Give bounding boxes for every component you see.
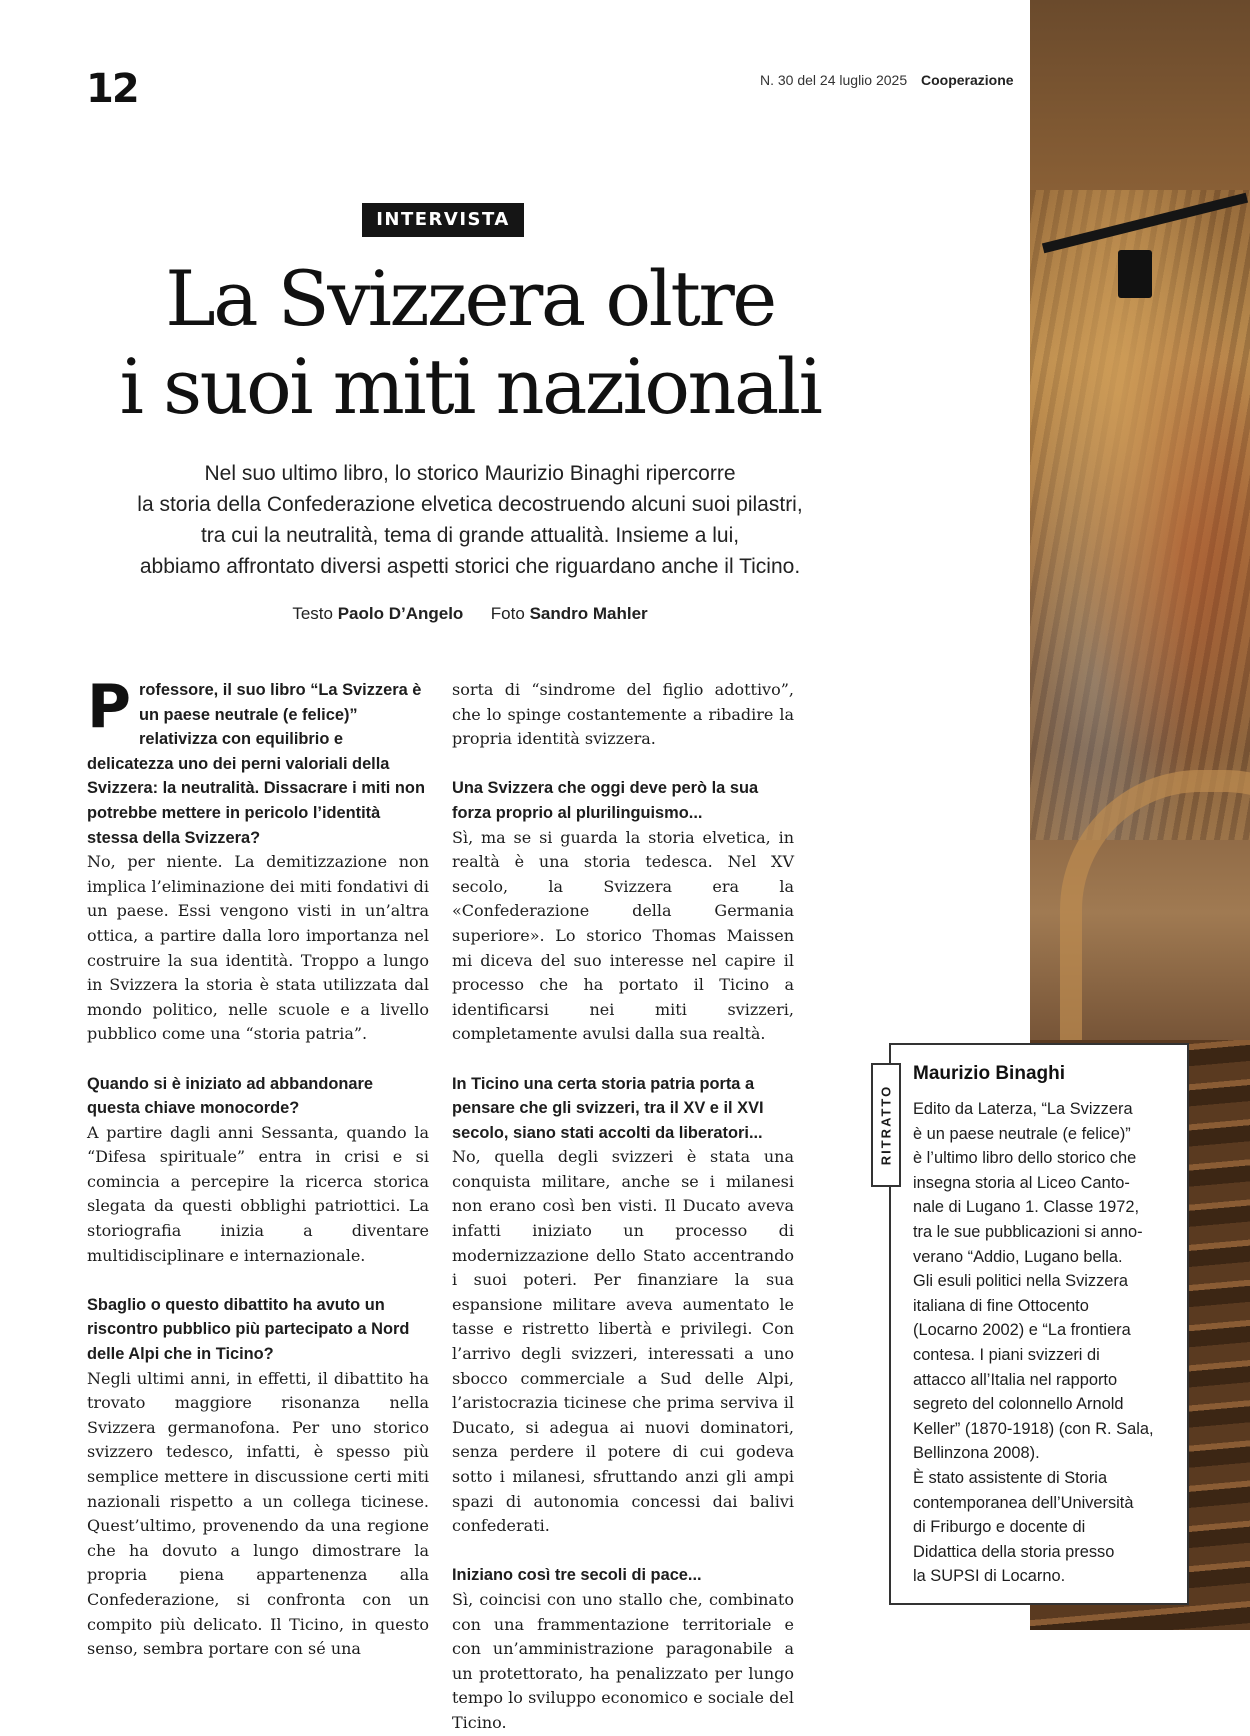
lead-line-3: tra cui la neutralità, tema di grande attualità. Insieme a lui, bbox=[200, 524, 740, 547]
answer-5: No, quella degli svizzeri è stata una conquista militare, anche se i milanesi non erano così ben visti. Il Ducato aveva infatti iniziato un processo di modernizzazione dello Stato accentrando i suoi poteri. Per finanziare la sua espansione militare aveva aumentato le tasse e ristretto libertà e privilegi. Con l’arrivo degli svizzeri, interessati a uno sbocco commerciale a Sud delle Alpi, l’aristocrazia ticinese che prima serviva il Ducato, si adegua ai nuovi dominatori, senza perdere il potere di cui godeva sotto i milanesi, sfruttando anzi gli ampi spazi di autonomia concessi dai balivi confederati. bbox=[452, 1147, 794, 1536]
masthead: Cooperazione bbox=[921, 72, 1014, 88]
byline bbox=[40, 604, 900, 624]
lead-line-4: abbiamo affrontato diversi aspetti storici che riguardano anche il Ticino. bbox=[139, 555, 801, 578]
photo-label: Foto bbox=[490, 604, 525, 623]
title-line-1: La Svizzera oltre bbox=[165, 254, 775, 343]
issue-date: N. 30 del 24 luglio 2025 bbox=[760, 72, 908, 88]
section-kicker: INTERVISTA bbox=[362, 203, 524, 237]
answer-1: No, per niente. La demitizzazione non implica l’eliminazione dei miti fondativi di un paese. Essi vengono visti in un’altra ottica, a partire dalla loro importanza nel costruire la sua identità. Troppo a lungo in Svizzera la storia è stata utilizzata dal mondo politico, nelle scuole e a livello pubblico come una “storia patria”. bbox=[87, 852, 429, 1044]
photo-author: Sandro Mahler bbox=[529, 604, 648, 623]
lead-line-1: Nel suo ultimo libro, lo storico Maurizio Binaghi ripercorre bbox=[204, 462, 736, 485]
drop-cap: P bbox=[87, 672, 131, 742]
question-6: Iniziano così tre secoli di pace... bbox=[452, 1566, 702, 1585]
question-1: Professore, il suo libro “La Svizzera è un paese neutrale (e felice)” relativizza con equilibrio e delicatezza uno dei perni valoriali della Svizzera: la neutralità. Dissacrare i miti non potrebbe mettere in pericolo l’identità stessa della Svizzera? bbox=[87, 672, 425, 847]
spotlight bbox=[1118, 250, 1152, 298]
title-line-2: i suoi miti nazionali bbox=[119, 342, 821, 431]
portrait-tag: RITRATTO bbox=[871, 1063, 901, 1187]
question-2: Quando si è iniziato ad abbandonare questa chiave monocorde? bbox=[87, 1074, 373, 1118]
portrait-box bbox=[878, 1043, 1189, 1605]
answer-2: A partire dagli anni Sessanta, quando la “Difesa spirituale” entra in crisi e si comincia a percepire la ricerca storica slegata da questi obblighi patriottici. La storiografia inizia a diventare multidisciplinare e internazionale. bbox=[87, 1122, 429, 1265]
page-number: 12 bbox=[86, 66, 138, 112]
article-lead bbox=[40, 458, 900, 582]
text-author: Paolo D’Angelo bbox=[337, 604, 464, 623]
question-3: Sbaglio o questo dibattito ha avuto un riscontro pubblico più partecipato a Nord delle Alpi che in Ticino? bbox=[87, 1295, 410, 1364]
article-title bbox=[40, 255, 900, 431]
answer-3-continued: sorta di “sindrome del figlio adottivo”, che lo spinge costantemente a ribadire la propria identità svizzera. bbox=[452, 680, 794, 749]
question-4: Una Svizzera che oggi deve però la sua forza proprio al plurilinguismo... bbox=[452, 779, 759, 822]
text-label: Testo bbox=[292, 604, 333, 623]
answer-6: Sì, coincisi con uno stallo che, combinato con una frammentazione territoriale e con un’amministrazione paragonabile a un protettorato, ha penalizzato per lungo tempo lo sviluppo economico e sociale del Ticino. bbox=[452, 1589, 794, 1732]
column-2 bbox=[452, 678, 794, 1736]
column-1 bbox=[87, 672, 429, 1662]
question-5: In Ticino una certa storia patria porta a pensare che gli svizzeri, tra il XV e il XVI secolo, siano stati accolti da liberatori... bbox=[452, 1074, 764, 1142]
answer-3: Negli ultimi anni, in effetti, il dibattito ha trovato maggiore risonanza nella Svizzera germanofona. Per uno storico svizzero tedesco, infatti, è spesso più semplice mettere in discussione certi miti nazionali rispetto a un collega ticinese. Quest’ultimo, provenendo da una regione che ha dovuto a lungo dimostrare la propria piena appartenenza alla Confederazione, si confronta con un compito più delicato. Il Ticino, in questo senso, sembra portare con sé una bbox=[87, 1368, 429, 1659]
lead-line-2: la storia della Confederazione elvetica decostruendo alcuni suoi pilastri, bbox=[137, 493, 803, 516]
answer-4: Sì, ma se si guarda la storia elvetica, in realtà è una storia tedesca. Nel XV secolo, la Svizzera era la «Confederazione della Germania superiore». Lo storico Thomas Maissen mi diceva del suo interesse nel capire il processo che ha portato il Ticino a identificarsi nei miti svizzeri, completamente avulsi dalla sua realtà. bbox=[452, 827, 794, 1044]
portrait-bio: Edito da Laterza, “La Svizzera è un paese neutrale (e felice)” è l’ultimo libro dello storico che insegna storia al Liceo Canto- nale di Lugano 1. Classe 1972, tra le sue pubblicazioni si anno- verano “Addio, Lugano bella. Gli esuli politici nella Svizzera italiana di fine Ottocento (Locarno 2002) e “La frontiera contesa. I piani svizzeri di attacco all’Italia nel rapporto segreto del colonnello Arnold Keller” (1870-1918) (con R. Sala, Bellinzona 2008). È stato assistente di Storia contemporanea dell’Università di Friburgo e docente di Didattica della storia presso la SUPSI di Locarno. bbox=[913, 1100, 1154, 1586]
portrait-name: Maurizio Binaghi bbox=[913, 1063, 1065, 1084]
